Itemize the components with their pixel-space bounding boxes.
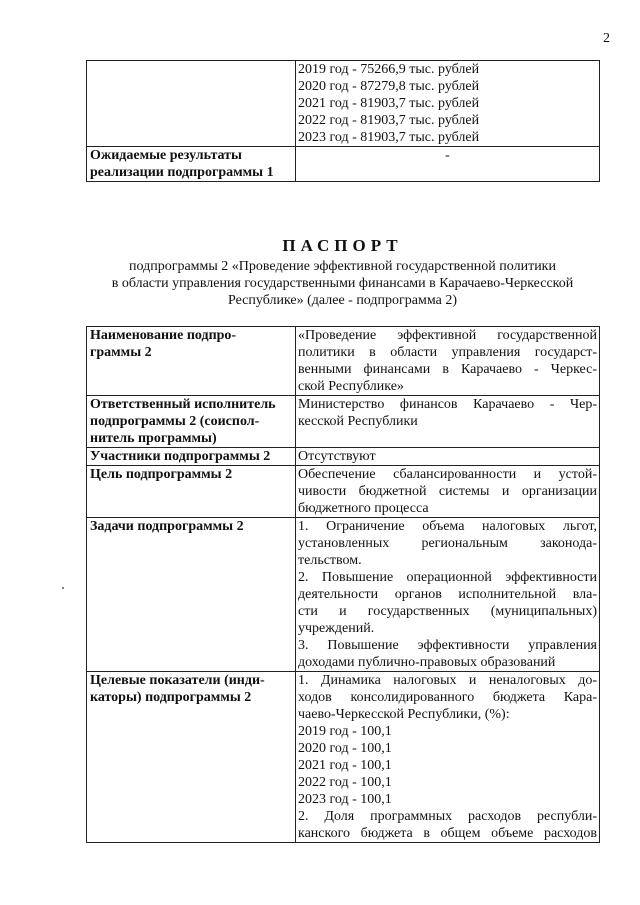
- participants-value: [296, 448, 600, 466]
- funding-line: 2019 год - 75266,9 тыс. рублей: [298, 62, 480, 77]
- table-row: [87, 61, 600, 147]
- funding-table: [86, 60, 600, 182]
- value-line: «Проведение эффективной государственной: [298, 328, 597, 343]
- value-line: деятельности органов исполнительной вла-: [298, 587, 597, 602]
- dash-value: -: [445, 148, 450, 163]
- tasks-value: [296, 518, 600, 672]
- value-line: 2019 год - 100,1: [298, 724, 392, 739]
- label-line: граммы 2: [90, 345, 152, 360]
- passport-title: ПАСПОРТ: [282, 236, 403, 255]
- label-line: Задачи подпрограммы 2: [90, 519, 244, 534]
- value-line: тельством.: [298, 553, 362, 568]
- indicators-label: [87, 672, 296, 843]
- indicators-value: [296, 672, 600, 843]
- value-line: венными финансами в Карачаево - Черкес-: [298, 362, 597, 377]
- table-row: [87, 396, 600, 448]
- executor-label: [87, 396, 296, 448]
- value-line: 1. Динамика налоговых и неналоговых до-: [298, 673, 597, 688]
- value-line: сти и государственных (муниципальных): [298, 604, 597, 619]
- label-line: Ответственный исполнитель: [90, 397, 276, 412]
- funding-line: 2020 год - 87279,8 тыс. рублей: [298, 79, 480, 94]
- funding-line: 2023 год - 81903,7 тыс. рублей: [298, 130, 480, 145]
- label-line: реализации подпрограммы 1: [90, 165, 274, 180]
- value-line: канского бюджета в общем объеме расходов: [298, 826, 597, 841]
- value-line: доходами публично-правовых образований: [298, 655, 556, 670]
- value-line: 2. Повышение операционной эффективности: [298, 570, 597, 585]
- value-line: Министерство финансов Карачаево - Чер-: [298, 397, 597, 412]
- label-line: подпрограммы 2 (соиспол-: [90, 414, 260, 429]
- value-line: 2022 год - 100,1: [298, 775, 392, 790]
- value-line: 2. Доля программных расходов республи-: [298, 809, 597, 824]
- table-row: [87, 448, 600, 466]
- page-number: 2: [603, 31, 610, 46]
- value-line: 2020 год - 100,1: [298, 741, 392, 756]
- scan-speck: [62, 587, 64, 589]
- passport-table: [86, 326, 600, 843]
- label-line: Наименование подпро-: [90, 328, 237, 343]
- expected-results-label: [87, 147, 296, 182]
- value-line: политики в области управления государст-: [298, 345, 597, 360]
- value-line: учреждений.: [298, 621, 375, 636]
- goal-value: [296, 466, 600, 518]
- funding-label-cell: [87, 61, 296, 147]
- table-row: [87, 147, 600, 182]
- table-row: [87, 518, 600, 672]
- tasks-label: [87, 518, 296, 672]
- executor-value: [296, 396, 600, 448]
- funding-value-cell: [296, 61, 600, 147]
- table-row: [87, 327, 600, 396]
- funding-line: 2021 год - 81903,7 тыс. рублей: [298, 96, 480, 111]
- value-line: Обеспечение сбалансированности и устой-: [298, 467, 597, 482]
- label-line: Цель подпрограммы 2: [90, 467, 233, 482]
- value-line: чивости бюджетной системы и организации: [298, 484, 597, 499]
- label-line: Целевые показатели (инди-: [90, 673, 265, 688]
- subtitle-line: Республике» (далее - подпрограмма 2): [228, 293, 457, 308]
- label-line: нитель программы): [90, 431, 217, 446]
- value-line: 3. Повышение эффективности управления: [298, 638, 597, 653]
- value-line: Отсутствуют: [298, 449, 376, 464]
- value-line: 2023 год - 100,1: [298, 792, 392, 807]
- value-line: чаево-Черкесской Республики, (%):: [298, 707, 510, 722]
- value-line: ходов консолидированного бюджета Кара-: [298, 690, 597, 705]
- table-row: [87, 672, 600, 843]
- value-line: 2021 год - 100,1: [298, 758, 392, 773]
- name-label: [87, 327, 296, 396]
- goal-label: [87, 466, 296, 518]
- table-row: [87, 466, 600, 518]
- label-line: Участники подпрограммы 2: [90, 449, 271, 464]
- subtitle-line: в области управления государственными финансами в Карачаево-Черкесской: [111, 276, 574, 291]
- subtitle-line: подпрограммы 2 «Проведение эффективной государственной политики: [129, 259, 556, 274]
- name-value: [296, 327, 600, 396]
- label-line: Ожидаемые результаты: [90, 148, 242, 163]
- expected-results-value: [296, 147, 600, 182]
- value-line: ской Республике»: [298, 379, 404, 394]
- label-line: каторы) подпрограммы 2: [90, 690, 252, 705]
- passport-subtitle: [86, 258, 599, 309]
- value-line: бюджетного процесса: [298, 501, 429, 516]
- value-line: установленных региональным законода-: [298, 536, 597, 551]
- participants-label: [87, 448, 296, 466]
- value-line: кесской Республики: [298, 414, 418, 429]
- value-line: 1. Ограничение объема налоговых льгот,: [298, 519, 597, 534]
- funding-line: 2022 год - 81903,7 тыс. рублей: [298, 113, 480, 128]
